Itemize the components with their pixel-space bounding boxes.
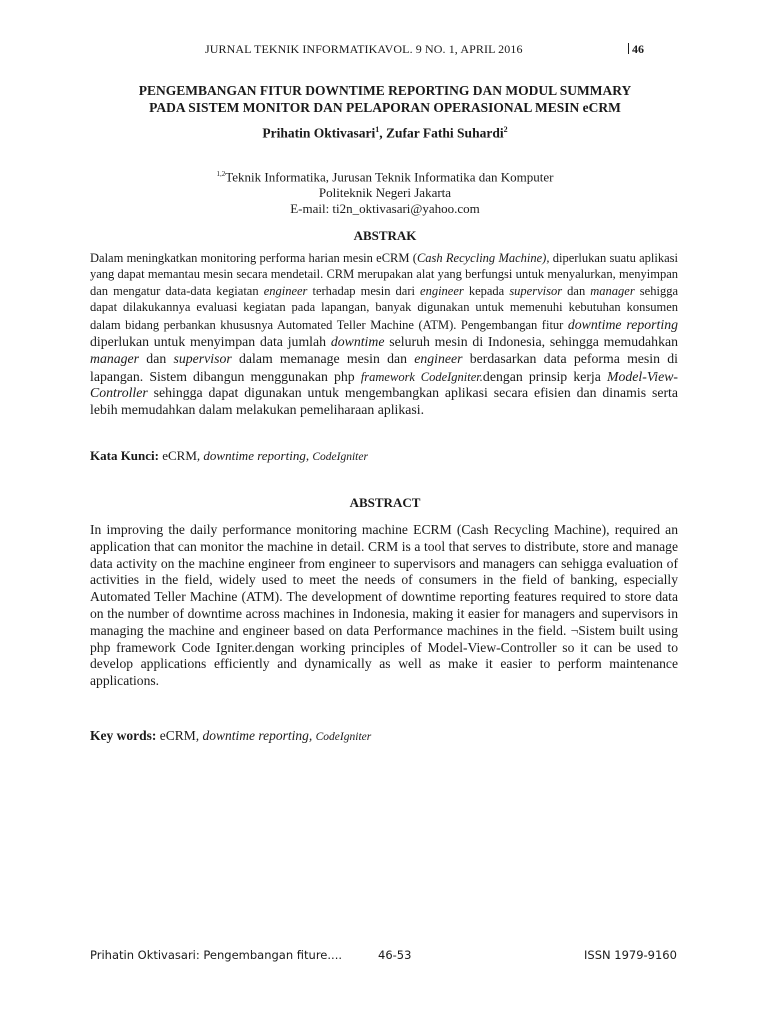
header-divider <box>628 43 629 54</box>
affiliation-institution: Politeknik Negeri Jakarta <box>318 185 452 201</box>
abstrak-body: Dalam meningkatkan monitoring performa harian mesin eCRM (Cash Recycling Machine), diperlukan suatu aplikasi yang dapat memantau mesin secara mendetail. CRM merupakan alat yang berfungsi untuk menyalurkan, menyimpan dan mengatur data-data kegiatan engineer terhadap mesin dari engineer kepada supervisor dan manager sehigga dapat dilakukannya evaluasi kegiatan pada lapangan, banyak digunakan untuk memenuhi kebutuhan konsumen dalam bidang perbankan khususnya Automated Teller Machine (ATM). Pengembangan fitur downtime reporting diperlukan untuk menyimpan data jumlah downtime seluruh mesin di Indonesia, sehingga memudahkan manager dan supervisor dalam memanage mesin dan engineer berdasarkan data peforma mesin di lapangan. Sistem dibangun menggunakan php framework CodeIgniter.dengan prinsip kerja Model-View-Controller sehingga dapat digunakan untuk mengembangkan aplikasi secara efisien dan dinamis serta lebih memudahkan dalam melakukan pemeliharaan aplikasi. <box>90 251 679 417</box>
paper-title <box>90 82 680 116</box>
footer-issn: ISSN 1979-9160 <box>584 948 677 962</box>
author-1-sup: 1 <box>375 125 380 134</box>
kata-kunci-label: Kata Kunci: <box>90 448 159 463</box>
running-header: JURNAL TEKNIK INFORMATIKAVOL. 9 NO. 1, APRIL 2016 <box>205 42 523 56</box>
abstrak-heading: ABSTRAK <box>353 228 417 243</box>
author-2: Zufar Fathi Suhardi <box>386 125 504 141</box>
footer-pages: 46-53 <box>378 948 412 962</box>
footer-author: Prihatin Oktivasari: Pengembangan fiture.... <box>90 948 343 962</box>
author-2-sup: 2 <box>503 125 508 134</box>
affiliation <box>90 166 680 217</box>
title-line-2: PADA SISTEM MONITOR DAN PELAPORAN OPERASIONAL MESIN eCRM <box>149 100 621 115</box>
kata-kunci: Kata Kunci: eCRM, downtime reporting, CodeIgniter <box>90 448 368 463</box>
key-words: Key words: eCRM, downtime reporting, CodeIgniter <box>90 728 372 743</box>
affiliation-dept: Teknik Informatika, Jurusan Teknik Informatika dan Komputer <box>225 169 554 185</box>
abstract-body: In improving the daily performance monitoring machine ECRM (Cash Recycling Machine), required an application that can monitor the machine in detail. CRM is a tool that serves to distribute, store and manage data activity on the machine engineer from engineer to supervisors and managers can sehigga evaluation of activities in the field, widely used to meet the needs of consumers in the field of banking, especially Automated Teller Machine (ATM). The development of downtime reporting features required to store data on the number of downtime across machines in Indonesia, making it easier for managers and supervisors in managing the machine and engineer based on data Performance machines in the field. ¬Sistem built using php framework Code Igniter.dengan working principles of Model-View-Controller so it can be used to develop applications efficiently and dynamically as well as make it easier to perform maintenance applications. <box>90 522 678 689</box>
title-line-1: PENGEMBANGAN FITUR DOWNTIME REPORTING DAN MODUL SUMMARY <box>138 83 632 98</box>
authors: Prihatin Oktivasari$^1$, Zufar Fathi Suhardi$^2$ <box>262 125 508 141</box>
abstract-heading: ABSTRACT <box>349 495 421 510</box>
page-number: 46 <box>628 42 644 57</box>
author-1: Prihatin Oktivasari <box>262 125 376 141</box>
affiliation-sup: 1,2 <box>216 170 226 178</box>
key-words-label: Key words: <box>90 728 157 743</box>
affiliation-email: E-mail: ti2n_oktivasari@yahoo.com <box>290 201 480 217</box>
